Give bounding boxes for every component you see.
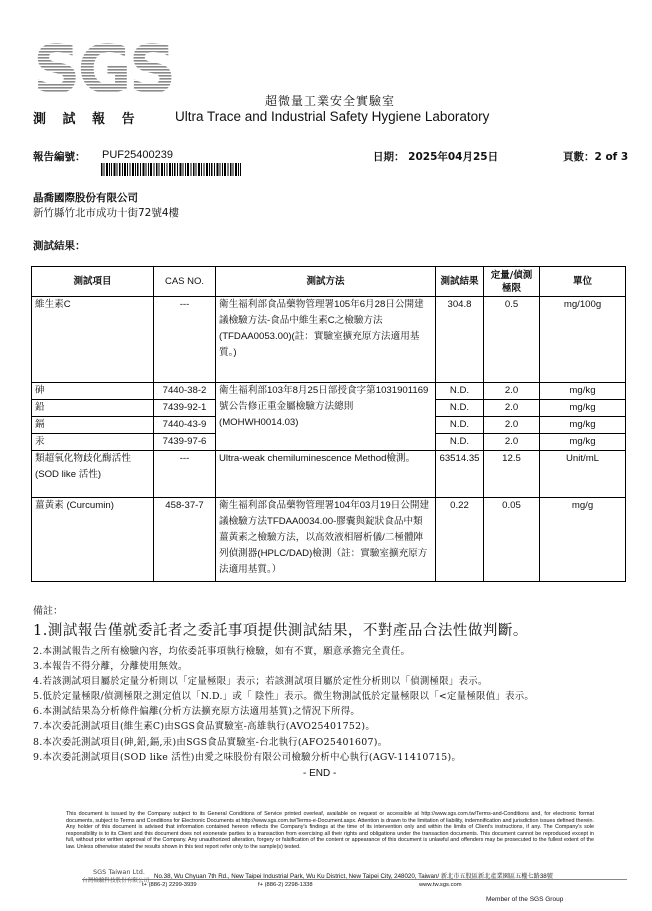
cell-unit: mg/g: [571, 500, 594, 511]
report-no-label: 報告編號：: [33, 151, 86, 163]
footer-disclaimer: This document is issued by the Company subject to its General Conditions of Service printed overleaf, available on request or accessible at http://www.sgs.com.tw/Terms-and-Conditions and, for electronic format documents, subject to Terms and Conditions for Electronic Documents at http://www.sgs.com.tw/Terms-e-Document.aspx. Attention is drawn to the limitation of liability, indemnification and jurisdiction issues defined therein. Any holder of this document is advised that information contained hereon reflects the Company's findings at the time of its intervention only and within the limits of Client's instructions, if any. The Company's sole responsibility is to its Client and this document does not exonerate parties to a transaction from exercising all their rights and obligations under the transaction documents. This document cannot be reproduced except in full, without prior written approval of the Company. Any unauthorized alteration, forgery or falsification of the content or appearance of this document is unlawful and offenders may be prosecuted to the fullest extent of the law. Unless otherwise stated the results shown in this test report refer only to the sample(s) tested.: [66, 811, 594, 850]
footer-website: www.tw.sgs.com: [419, 882, 462, 888]
cell-item: 鎘: [32, 417, 154, 434]
page-number: 頁數：2 of 3: [563, 151, 629, 163]
cell-result: N.D.: [436, 383, 484, 400]
note-item: 8.本次委託測試項目(砷,鉛,鎘,汞)由SGS食品實驗室-台北執行(AFO25401607)。: [33, 737, 388, 748]
table-row: [32, 383, 626, 400]
barcode: [101, 163, 241, 176]
note-item: 4.若該測試項目屬於定量分析則以「定量極限」表示；若該測試項目屬於定性分析則以「偵測極限」表示。: [33, 676, 488, 687]
cell-method: 衛生福利部103年8月25日部授食字第1031901169號公告修正重金屬檢驗方法總則(MOHWH0014.03): [216, 383, 436, 451]
cell-item: 鉛: [32, 400, 154, 417]
cell-limit: 0.5: [484, 297, 540, 383]
footer-tel: t+ (886-2) 2299-3939: [142, 882, 197, 888]
cell-cas: 7439-97-6: [154, 434, 216, 451]
footer-member: Member of the SGS Group: [486, 896, 564, 903]
cell-unit: mg/kg: [540, 400, 626, 417]
cell-unit: mg/100g: [540, 297, 626, 383]
notes-label: 備註：: [33, 606, 63, 617]
report-no: PUF25400239: [102, 149, 173, 161]
note-item: 2.本測試報告之所有檢驗內容，均依委託事項執行檢驗，如有不實，願意承擔完全責任。: [33, 646, 411, 657]
report-title: 測 試 報 告: [33, 112, 141, 127]
cell-cas: 7440-43-9: [154, 417, 216, 434]
cell-method: 衛生福利部食品藥物管理署104年03月19日公開建議檢驗方法TFDAA0034.00-膠囊與錠狀食品中類薑黃素之檢驗方法，以高效液相層析儀/二極體陣列偵測器(HPLC/DAD)檢測（註：實驗室擴充原方法適用基質。）: [216, 498, 436, 582]
cell-item: 類超氧化物歧化酶活性(SOD like 活性): [32, 451, 154, 498]
header-unit: 單位: [540, 267, 626, 297]
note-item: 7.本次委託測試項目(維生素C)由SGS食品實驗室-高雄執行(AVO25401752)。: [33, 721, 376, 732]
cell-cas: 7439-92-1: [154, 400, 216, 417]
cell-item: 汞: [32, 434, 154, 451]
footer-sgs-name: SGS Taiwan Ltd.: [93, 868, 145, 876]
table-row: [32, 451, 626, 498]
header-result: 測試結果: [436, 267, 484, 297]
client-address: 新竹縣竹北市成功十街72號4樓: [33, 207, 180, 219]
footer-company-zh: 台灣檢驗科技股份有限公司: [82, 878, 150, 884]
cell-cas: ---: [154, 297, 216, 383]
client-company: 晶喬國際股份有限公司: [33, 192, 138, 204]
cell-limit: 0.05: [484, 498, 540, 582]
cell-unit: mg/kg: [540, 383, 626, 400]
sgs-logo: [33, 30, 174, 108]
header-limit: 定量/偵測極限: [484, 267, 540, 297]
cell-result: 304.8: [436, 297, 484, 383]
note-item: 9.本次委託測試項目(SOD like 活性)由愛之味股份有限公司檢驗分析中心執行(AGV-11410715)。: [33, 752, 462, 763]
cell-unit: mg/kg: [540, 434, 626, 451]
footer-divider: [82, 879, 627, 880]
header-method: 測試方法: [216, 267, 436, 297]
cell-limit: 12.5: [484, 451, 540, 498]
cell-limit: 2.0: [484, 383, 540, 400]
cell-unit: Unit/mL: [540, 451, 626, 498]
cell-result: N.D.: [436, 417, 484, 434]
results-table: [31, 266, 625, 581]
cell-result: 63514.35: [436, 451, 484, 498]
table-row: [32, 498, 626, 582]
lab-name-en: Ultra Trace and Industrial Safety Hygiene Laboratory: [175, 109, 490, 124]
cell-method: Ultra-weak chemiluminescence Method檢測。: [216, 451, 436, 498]
cell-cas: 7440-38-2: [154, 383, 216, 400]
cell-unit: mg/kg: [540, 417, 626, 434]
cell-result: 0.22: [436, 498, 484, 582]
footer-fax: f+ (886-2) 2298-1338: [258, 882, 313, 888]
cell-cas: ---: [154, 451, 216, 498]
table-header-row: [32, 267, 626, 297]
header-cas: CAS NO.: [154, 267, 216, 297]
cell-item: 薑黃素 (Curcumin): [32, 498, 154, 582]
note-item: 6.本測試結果為分析條件偏離(分析方法擴充原方法適用基質)之情況下所得。: [33, 706, 361, 717]
cell-limit: 2.0: [484, 400, 540, 417]
cell-item: 砷: [32, 383, 154, 400]
end-mark: - END -: [303, 768, 337, 779]
cell-result: N.D.: [436, 434, 484, 451]
cell-cas: 458-37-7: [154, 498, 216, 582]
cell-limit: 2.0: [484, 417, 540, 434]
cell-item: 維生素C: [32, 297, 154, 383]
table-row: [32, 297, 626, 383]
note-item: 5.低於定量極限/偵測極限之測定值以「N.D.」或「 陰性」表示。微生物測試低於定量極限以「<定量極限值」表示。: [33, 691, 535, 702]
report-date: 日期： 2025年04月25日: [373, 151, 499, 163]
note-item: 1.測試報告僅就委託者之委託事項提供測試結果，不對產品合法性做判斷。: [33, 623, 528, 639]
cell-method: 衛生福利部食品藥物管理署105年6月28日公開建議檢驗方法-食品中維生素C之檢驗方法(TFDAA0053.00)(註：實驗室擴充原方法適用基質。): [216, 297, 436, 383]
header-item: 測試項目: [32, 267, 154, 297]
cell-result: N.D.: [436, 400, 484, 417]
cell-limit: 2.0: [484, 434, 540, 451]
note-item: 3.本報告不得分離，分離使用無效。: [33, 661, 188, 672]
footer-address: No.38, Wu Chyuan 7th Rd., New Taipei Industrial Park, Wu Ku District, New Taipei City, 248020, Taiwan/ 新北市五股區新北產業園區五權七路38號: [154, 873, 553, 880]
results-label: 測試結果：: [33, 240, 86, 252]
lab-name-zh: 超微量工業安全實驗室: [264, 94, 395, 108]
logo-text: SGS: [33, 31, 174, 108]
